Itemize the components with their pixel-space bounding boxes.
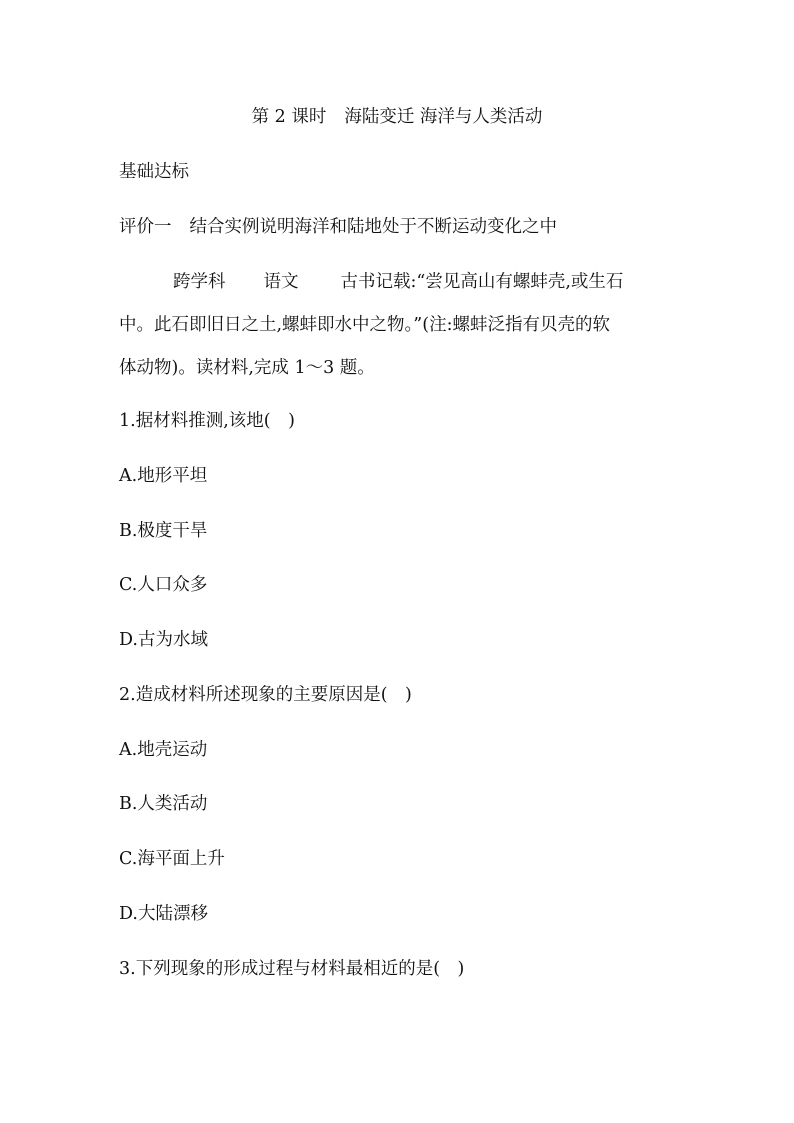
question-2-option-b: B.人类活动 <box>119 794 208 814</box>
question-2-option-d: D.大陆漂移 <box>119 904 208 924</box>
passage-text-1: 古书记载:“尝见高山有螺蚌壳,或生石 <box>340 272 624 292</box>
question-1-stem: 1.据材料推测,该地( ) <box>119 411 295 431</box>
evaluation-label: 评价一 <box>119 217 172 237</box>
question-1-option-a: A.地形平坦 <box>119 466 208 486</box>
cross-discipline-tag: 跨学科 <box>173 272 226 292</box>
question-1-option-d: D.古为水域 <box>119 630 208 650</box>
evaluation-text: 结合实例说明海洋和陆地处于不断运动变化之中 <box>189 217 557 237</box>
subject-tag: 语文 <box>263 272 299 292</box>
passage-line-1 <box>119 270 623 294</box>
question-3-stem: 3.下列现象的形成过程与材料最相近的是( ) <box>119 959 465 979</box>
question-2-stem: 2.造成材料所述现象的主要原因是( ) <box>119 685 412 705</box>
question-2-option-c: C.海平面上升 <box>119 849 225 869</box>
page-title <box>0 105 794 129</box>
section-heading: 基础达标 <box>119 162 189 182</box>
passage-line-3: 体动物)。读材料,完成 1～3 题。 <box>119 358 375 378</box>
evaluation-heading <box>119 215 557 239</box>
question-2-option-a: A.地壳运动 <box>119 740 208 760</box>
question-1-option-b: B.极度干旱 <box>119 521 208 541</box>
passage-line-2: 中。此石即旧日之土,螺蚌即水中之物。”(注:螺蚌泛指有贝壳的软 <box>119 315 610 335</box>
question-1-option-c: C.人口众多 <box>119 575 208 595</box>
lesson-number: 第 2 课时 <box>251 107 327 127</box>
lesson-topic: 海陆变迁 海洋与人类活动 <box>344 107 543 127</box>
